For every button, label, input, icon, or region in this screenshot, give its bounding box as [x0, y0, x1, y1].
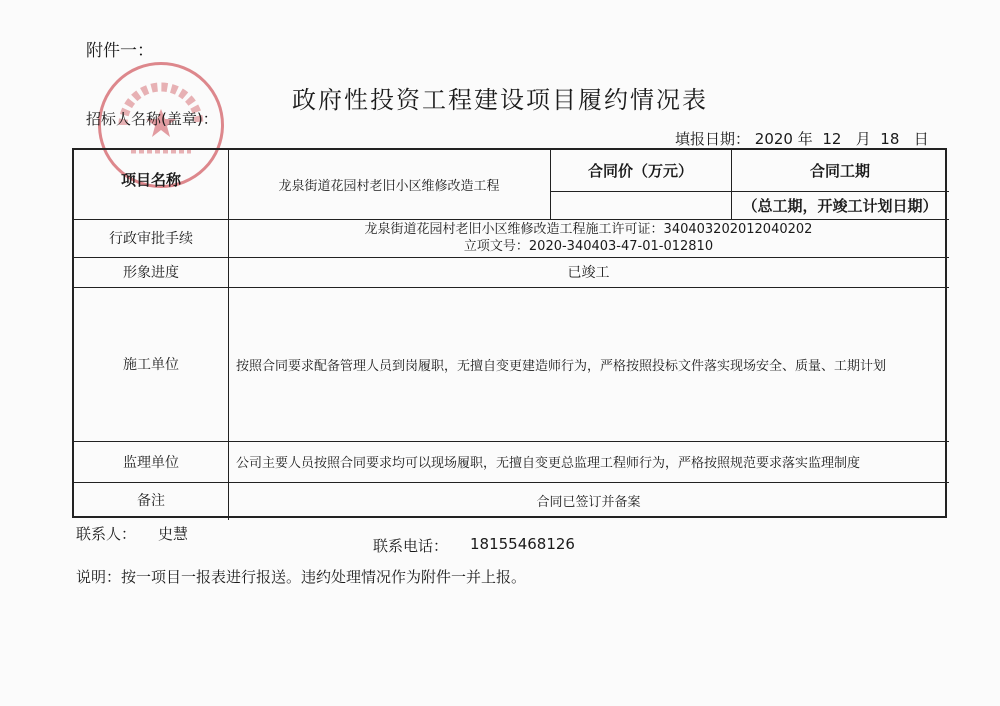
approval-value	[228, 219, 949, 257]
supervisor-label: 监理单位	[123, 454, 179, 471]
fill-date-day-unit: 日	[913, 130, 929, 148]
performance-table	[72, 148, 947, 518]
contract-price-value	[550, 191, 731, 219]
bidder-name-label: 招标人名称(盖章)：	[86, 110, 218, 128]
approval-project-line: 立项文号：2020-340403-47-01-012810	[463, 239, 714, 254]
contact-phone-value: 18155468126	[470, 535, 575, 553]
supervisor-value: 公司主要人员按照合同要求均可以现场履职，无擅自变更总监理工程师行为，严格按照规范要求落实监理制度	[236, 456, 861, 471]
progress-label: 形象进度	[123, 265, 179, 281]
contract-price-label: 合同价（万元）	[587, 162, 693, 180]
approval-permit-line: 龙泉街道花园村老旧小区维修改造工程施工许可证：340403202012040202	[364, 222, 813, 237]
footnote: 说明：按一项目一报表进行报送。违约处理情况作为附件一并上报。	[76, 568, 527, 586]
contact-person-name: 史慧	[158, 525, 189, 543]
remarks-label: 备注	[137, 493, 165, 509]
remarks-value: 合同已签订并备案	[536, 494, 641, 510]
project-name-label: 项目名称	[120, 171, 181, 189]
fill-date-year: 2020	[754, 130, 793, 148]
fill-date-label: 填报日期：	[675, 130, 751, 148]
contractor-value: 按照合同要求配备管理人员到岗履职，无擅自变更建造师行为，严格按照投标文件落实现场安全、质量、工期计划	[236, 358, 887, 374]
fill-date-day: 18	[880, 130, 900, 148]
contact-phone-label: 联系电话：	[373, 537, 449, 555]
contractor-label: 施工单位	[123, 357, 179, 373]
fill-date-month-unit: 月	[855, 130, 871, 148]
attachment-label: 附件一：	[86, 41, 154, 61]
approval-label: 行政审批手续	[109, 231, 193, 247]
project-name-value: 龙泉街道花园村老旧小区维修改造工程	[278, 179, 500, 194]
progress-value: 已竣工	[567, 265, 610, 281]
fill-date-year-unit: 年	[797, 130, 813, 148]
contact-person-label: 联系人：	[76, 525, 137, 543]
fill-date	[675, 128, 929, 149]
contract-period-note: （总工期，开竣工计划日期）	[742, 196, 938, 215]
fill-date-month: 12	[822, 130, 842, 148]
page-title: 政府性投资工程建设项目履约情况表	[292, 86, 708, 114]
contract-period-label: 合同工期	[809, 162, 870, 180]
